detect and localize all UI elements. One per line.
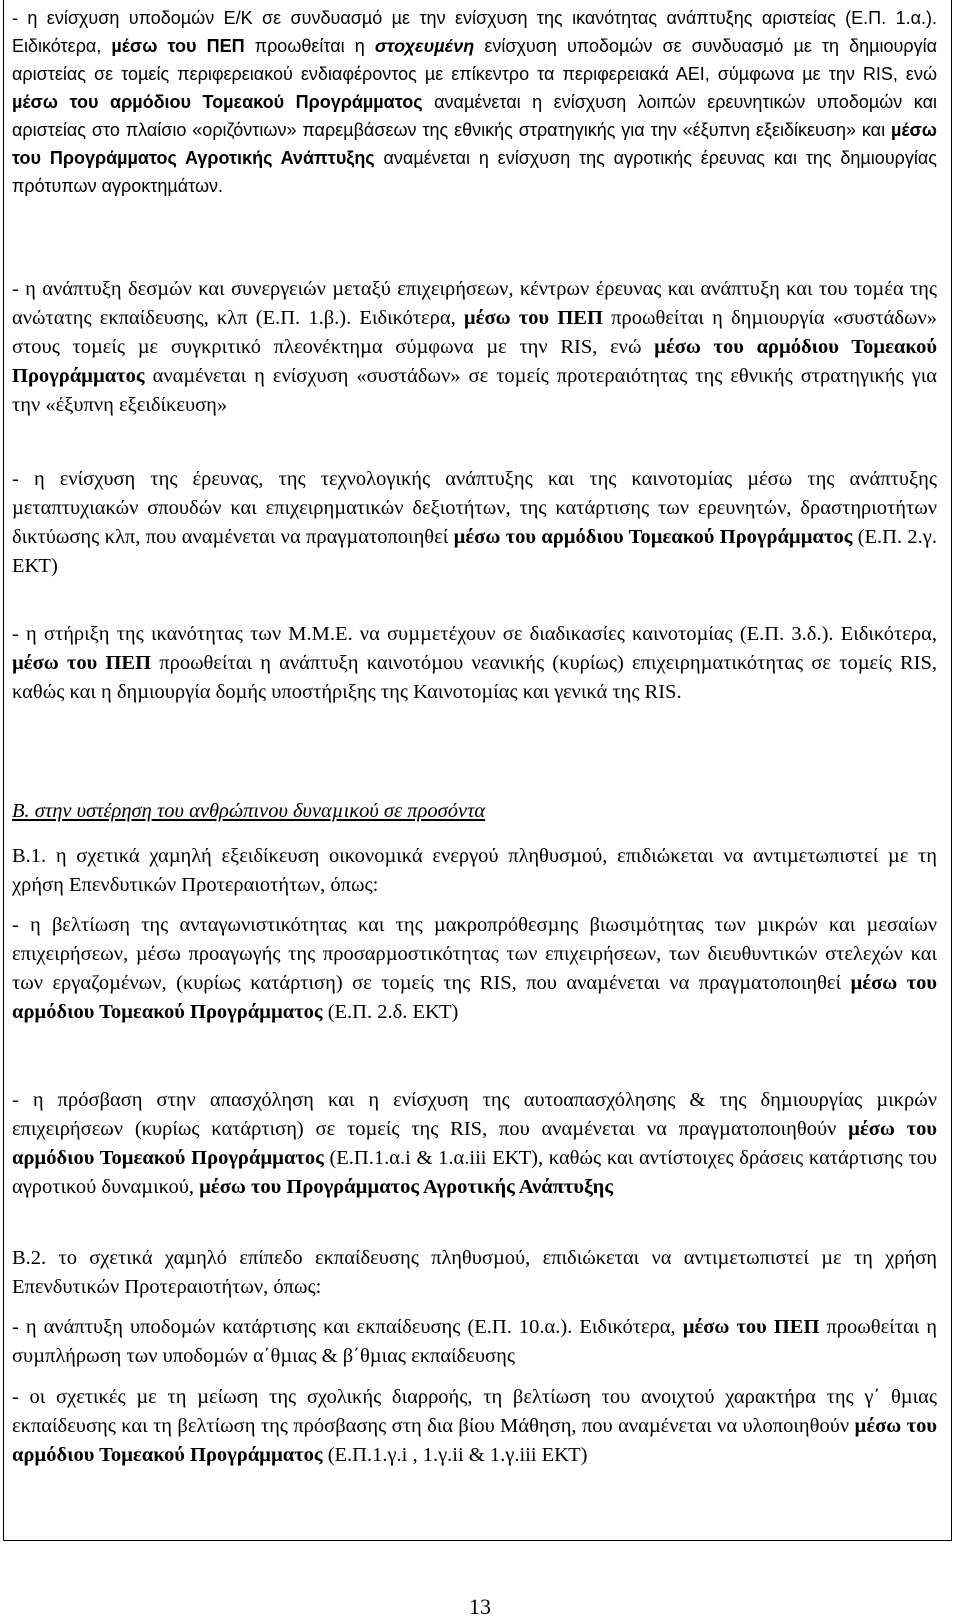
- paragraph-sme-innovation: - η στήριξη της ικανότητας των Μ.Μ.Ε. να συµµετέχουν σε διαδικασίες καινοτοµίας (Ε.Π. 3.δ.). Ειδικότερα, µέσω του ΠΕΠ προωθείται η ανάπτυξη καινοτόµου νεανικής (κυρίως) επιχειρηµατικότητας σε τοµείς RIS, καθώς και η δηµιουργία δοµής υποστήριξης της Καινοτοµίας και γενικά της RIS.: [12, 623, 937, 703]
- paragraph-school-dropout: - οι σχετικές µε τη µείωση της σχολικής διαρροής, τη βελτίωση του ανοιχτού χαρακτήρα της γ΄ θµιας εκπαίδευσης και τη βελτίωση της πρόσβασης στη δια βίου Μάθηση, που αναµένεται να υλοποιηθούν µέσω του αρµόδιου Τοµεακού Προγράµµατος (Ε.Π.1.γ.i , 1.γ.ii & 1.γ.iii ΕΚΤ): [12, 1386, 937, 1466]
- page-frame: [3, 0, 952, 1541]
- paragraph-education-infrastructure: - η ανάπτυξη υποδοµών κατάρτισης και εκπαίδευσης (Ε.Π. 10.α.). Ειδικότερα, µέσω του ΠΕΠ προωθείται η συµπλήρωση των υποδοµών α΄θµιας & β΄θµιας εκπαίδευσης: [12, 1316, 937, 1367]
- page-number: 13: [469, 1594, 491, 1619]
- paragraph-competitiveness: - η βελτίωση της ανταγωνιστικότητας και της µακροπρόθεσµης βιωσιµότητας των µικρών και µεσαίων επιχειρήσεων, µέσω προαγωγής της προσαρµοστικότητας των επιχειρήσεων, των διευθυντικών στελεχών και των εργαζοµένων, (κυρίως κατάρτιση) σε τοµείς της RIS, που αναµένεται να πραγµατοποιηθεί µέσω του αρµόδιου Τοµεακού Προγράµµατος (Ε.Π. 2.δ. ΕΚΤ): [12, 914, 938, 1023]
- section-heading-b: Β. στην υστέρηση του ανθρώπινου δυναµικού σε προσόντα: [12, 800, 486, 822]
- paragraph-b2-intro: Β.2. το σχετικά χαµηλό επίπεδο εκπαίδευσης πληθυσµού, επιδιώκεται να αντιµετωπιστεί µε τη χρήση Επενδυτικών Προτεραιοτήτων, όπως:: [12, 1247, 937, 1298]
- paragraph-infrastructure: - η ενίσχυση υποδοµών Ε/Κ σε συνδυασµό µε την ενίσχυση της ικανότητας ανάπτυξης αριστείας (Ε.Π. 1.α.). Ειδικότερα, µέσω του ΠΕΠ προωθείται η στοχευµένη ενίσχυση υποδοµών σε συνδυασµό µε τη δηµιουργία αριστείας σε τοµείς περιφερειακού ενδιαφέροντος µε επίκεντρο τα περιφερειακά ΑΕΙ, σύµφωνα µε την RIS, ενώ µέσω του αρµόδιου Τοµεακού Προγράµµατος αναµένεται η ενίσχυση λοιπών ερευνητικών υποδοµών και αριστείας στο πλαίσιο «οριζόντιων» παρεµβάσεων της εθνικής στρατηγικής για την «έξυπνη εξειδίκευση» και µέσω του Προγράµµατος Αγροτικής Ανάπτυξης αναµένεται η ενίσχυση της αγροτικής έρευνας και της δηµιουργίας πρότυπων αγροκτηµάτων.: [12, 8, 938, 196]
- paragraph-clusters: - η ανάπτυξη δεσµών και συνεργειών µεταξύ επιχειρήσεων, κέντρων έρευνας και ανάπτυξη και του τοµέα της ανώτατης εκπαίδευσης, κλπ (Ε.Π. 1.β.). Ειδικότερα, µέσω του ΠΕΠ προωθείται η δηµιουργία «συστάδων» στους τοµείς µε συγκριτικό πλεονέκτηµα σύµφωνα µε την RIS, ενώ µέσω του αρµόδιου Τοµεακού Προγράµµατος αναµένεται η ενίσχυση «συστάδων» σε τοµείς προτεραιότητας της εθνικής στρατηγικής για την «έξυπνη εξειδίκευση»: [12, 278, 937, 416]
- paragraph-employment: - η πρόσβαση στην απασχόληση και η ενίσχυση της αυτοαπασχόλησης & της δηµιουργίας µικρών επιχειρήσεων (κυρίως κατάρτιση) σε τοµείς της RIS, που αναµένεται να πραγµατοποιηθούν µέσω του αρµόδιου Τοµεακού Προγράµµατος (Ε.Π.1.α.i & 1.α.iii ΕΚΤ), καθώς και αντίστοιχες δράσεις κατάρτισης του αγροτικού δυναµικού, µέσω του Προγράµµατος Αγροτικής Ανάπτυξης: [12, 1089, 938, 1198]
- paragraph-b1-intro: Β.1. η σχετικά χαµηλή εξειδίκευση οικονοµικά ενεργού πληθυσµού, επιδιώκεται να αντιµετωπιστεί µε τη χρήση Επενδυτικών Προτεραιοτήτων, όπως:: [12, 845, 937, 896]
- paragraph-research: - η ενίσχυση της έρευνας, της τεχνολογικής ανάπτυξης και της καινοτοµίας µέσω της ανάπτυξης µεταπτυχιακών σπουδών και επιχειρηµατικών δεξιοτήτων, της κατάρτισης των ερευνητών, δραστηριοτήτων δικτύωσης κλπ, που αναµένεται να πραγµατοποιηθεί µέσω του αρµόδιου Τοµεακού Προγράµµατος (Ε.Π. 2.γ. ΕΚΤ): [12, 468, 937, 577]
